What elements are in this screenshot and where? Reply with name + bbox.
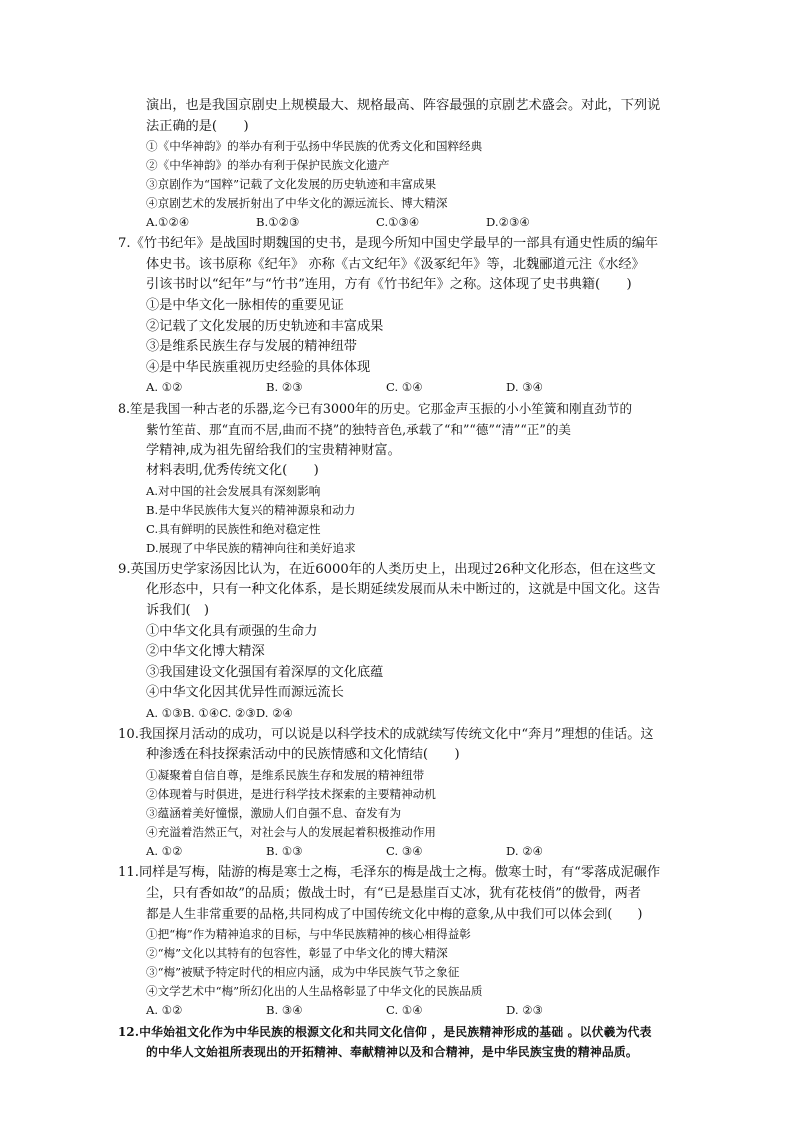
question-8 bbox=[118, 399, 700, 557]
option-a: A. ①② bbox=[146, 1002, 183, 1017]
option-d: D. ③④ bbox=[506, 380, 544, 395]
option-d: D.②③④ bbox=[486, 215, 530, 230]
statement: ①中华文化具有顽强的生命力 bbox=[146, 623, 318, 639]
statement: ④文学艺术中“梅”所幻化出的人生品格彰显了中华文化的民族品质 bbox=[146, 983, 483, 998]
question-text: 8.笙是我国一种古老的乐器,迄今已有3000年的历史。它那金声玉振的小小笙簧和刚直劲节的 bbox=[118, 401, 633, 417]
answer-options: A. ①③B. ①④C. ②③D. ②④ bbox=[146, 705, 293, 720]
option-d: D.展现了中华民族的精神向往和美好追求 bbox=[146, 540, 356, 555]
statement: ③京剧作为“国粹”记载了文化发展的历史轨迹和丰富成果 bbox=[146, 177, 437, 192]
option-a: A. ①② bbox=[146, 844, 183, 859]
statement: ④是中华民族重视历史经验的具体体现 bbox=[146, 359, 371, 375]
question-text: 都是人生非常重要的品格,共同构成了中国传统文化中梅的意象,从中我们可以体会到( ) bbox=[146, 906, 643, 922]
question-text: 尘，只有香如故”的品质；傲战士时，有“已是悬崖百丈冰，犹有花枝俏”的傲骨，两者 bbox=[146, 885, 641, 901]
answer-options bbox=[118, 1001, 700, 1020]
statement: ④京剧艺术的发展折射出了中华文化的源远流长、博大精深 bbox=[146, 196, 448, 211]
statement: ②《中华神韵》的举办有利于保护民族文化遗产 bbox=[146, 158, 390, 173]
option-c: C. ①④ bbox=[386, 1002, 423, 1017]
exam-page bbox=[118, 96, 700, 1063]
option-a: A.①②④ bbox=[146, 215, 190, 230]
statement: ④充溢着浩然正气，对社会与人的发展起着积极推动作用 bbox=[146, 825, 436, 840]
option-b: B.是中华民族伟大复兴的精神源泉和动力 bbox=[146, 502, 356, 517]
question-9 bbox=[118, 560, 700, 723]
option-c: C. ③④ bbox=[386, 844, 423, 859]
option-b: B.①②③ bbox=[256, 215, 300, 230]
option-d: D. ②④ bbox=[506, 844, 544, 859]
answer-options bbox=[118, 378, 700, 397]
option-a: A.对中国的社会发展具有深刻影响 bbox=[146, 483, 321, 498]
statement: ①《中华神韵》的举办有利于弘扬中华民族的优秀文化和国粹经典 bbox=[146, 139, 483, 154]
question-11 bbox=[118, 863, 700, 1020]
option-a: A. ①② bbox=[146, 380, 183, 395]
option-b: B. ①③ bbox=[266, 844, 303, 859]
question-text: 演出，也是我国京剧史上规模最大、规格最高、阵容最强的京剧艺术盛会。对此，下列说 bbox=[146, 98, 661, 113]
option-b: B. ③④ bbox=[266, 1002, 303, 1017]
option-b: B. ②③ bbox=[266, 380, 303, 395]
statement: ②中华文化博大精深 bbox=[146, 644, 265, 660]
statement: ②体现着与时俱进，是进行科学技术探索的主要精神动机 bbox=[146, 787, 436, 802]
option-c: C. ①④ bbox=[386, 380, 423, 395]
option-c: C.①③④ bbox=[376, 215, 420, 230]
question-6 bbox=[118, 96, 700, 232]
statement: ③“梅”被赋予特定时代的相应内涵，成为中华民族气节之象征 bbox=[146, 964, 460, 979]
statement: ①凝聚着自信自尊，是维系民族生存和发展的精神纽带 bbox=[146, 768, 425, 783]
question-text: 12.中华始祖文化作为中华民族的根源文化和共同文化信仰 ，是民族精神形成的基础 。以伏羲为代表 bbox=[118, 1024, 652, 1039]
question-text: 化形态中，只有一种文化体系，是长期延续发展而从未中断过的，这就是中国文化。这告 bbox=[146, 582, 661, 598]
question-text: 10.我国探月活动的成功，可以说是以科学技术的成就续写传统文化中“奔月”理想的佳话。这 bbox=[118, 726, 654, 742]
question-text: 紫竹笙苗、那“直而不居,曲而不挠”的独特音色,承载了“和”“德”“清”“正”的美 bbox=[146, 421, 572, 437]
question-text: 法正确的是( ) bbox=[146, 118, 249, 134]
option-c: C.具有鲜明的民族性和绝对稳定性 bbox=[146, 521, 321, 536]
statement: ③蕴涵着美好憧憬，激励人们自强不息、奋发有为 bbox=[146, 806, 402, 821]
statement: ③是维系民族生存与发展的精神纽带 bbox=[146, 339, 357, 355]
question-10 bbox=[118, 725, 700, 861]
question-7 bbox=[118, 234, 700, 397]
question-text: 引该书时以“纪年”与“竹书”连用，方有《竹书纪年》之称。这体现了史书典籍( ) bbox=[146, 277, 632, 293]
question-text: 诉我们( ) bbox=[146, 602, 210, 618]
question-text: 9.英国历史学家汤因比认为，在近6000年的人类历史上，出现过26种文化形态，但在这些文 bbox=[118, 561, 656, 577]
statement: ①是中华文化一脉相传的重要见证 bbox=[146, 297, 344, 313]
statement: ①把“梅”作为精神追求的目标，与中华民族精神的核心相得益彰 bbox=[146, 926, 471, 941]
question-text: 的中华人文始祖所表现出的开拓精神、奉献精神以及和合精神，是中华民族宝贵的精神品质。 bbox=[146, 1045, 638, 1060]
statement: ③我国建设文化强国有着深厚的文化底蕴 bbox=[146, 664, 384, 680]
answer-options bbox=[118, 213, 700, 232]
question-text: 学精神,成为祖先留给我们的宝贵精神财富。 bbox=[146, 442, 401, 458]
question-12 bbox=[118, 1022, 700, 1063]
statement: ②记载了文化发展的历史轨迹和丰富成果 bbox=[146, 318, 384, 334]
option-d: D. ②③ bbox=[506, 1002, 544, 1017]
statement: ②“梅”文化以其特有的包容性，彰显了中华文化的博大精深 bbox=[146, 945, 448, 960]
answer-options bbox=[118, 842, 700, 861]
question-text: 11.同样是写梅，陆游的梅是寒士之梅，毛泽东的梅是战士之梅。傲寒士时，有“零落成泥碾作 bbox=[118, 865, 661, 881]
question-text: 体史书。该书原称《纪年》 亦称《古文纪年》《汲冢纪年》等，北魏郦道元注《水经》 bbox=[146, 256, 645, 272]
question-text: 种渗透在科技探索活动中的民族情感和文化情结( ) bbox=[146, 747, 460, 763]
question-stem: 材料表明,优秀传统文化( ) bbox=[146, 463, 319, 479]
statement: ④中华文化因其优异性而源远流长 bbox=[146, 685, 344, 701]
question-text: 7.《竹书纪年》是战国时期魏国的史书，是现今所知中国史学最早的一部具有通史性质的编年 bbox=[118, 236, 659, 252]
